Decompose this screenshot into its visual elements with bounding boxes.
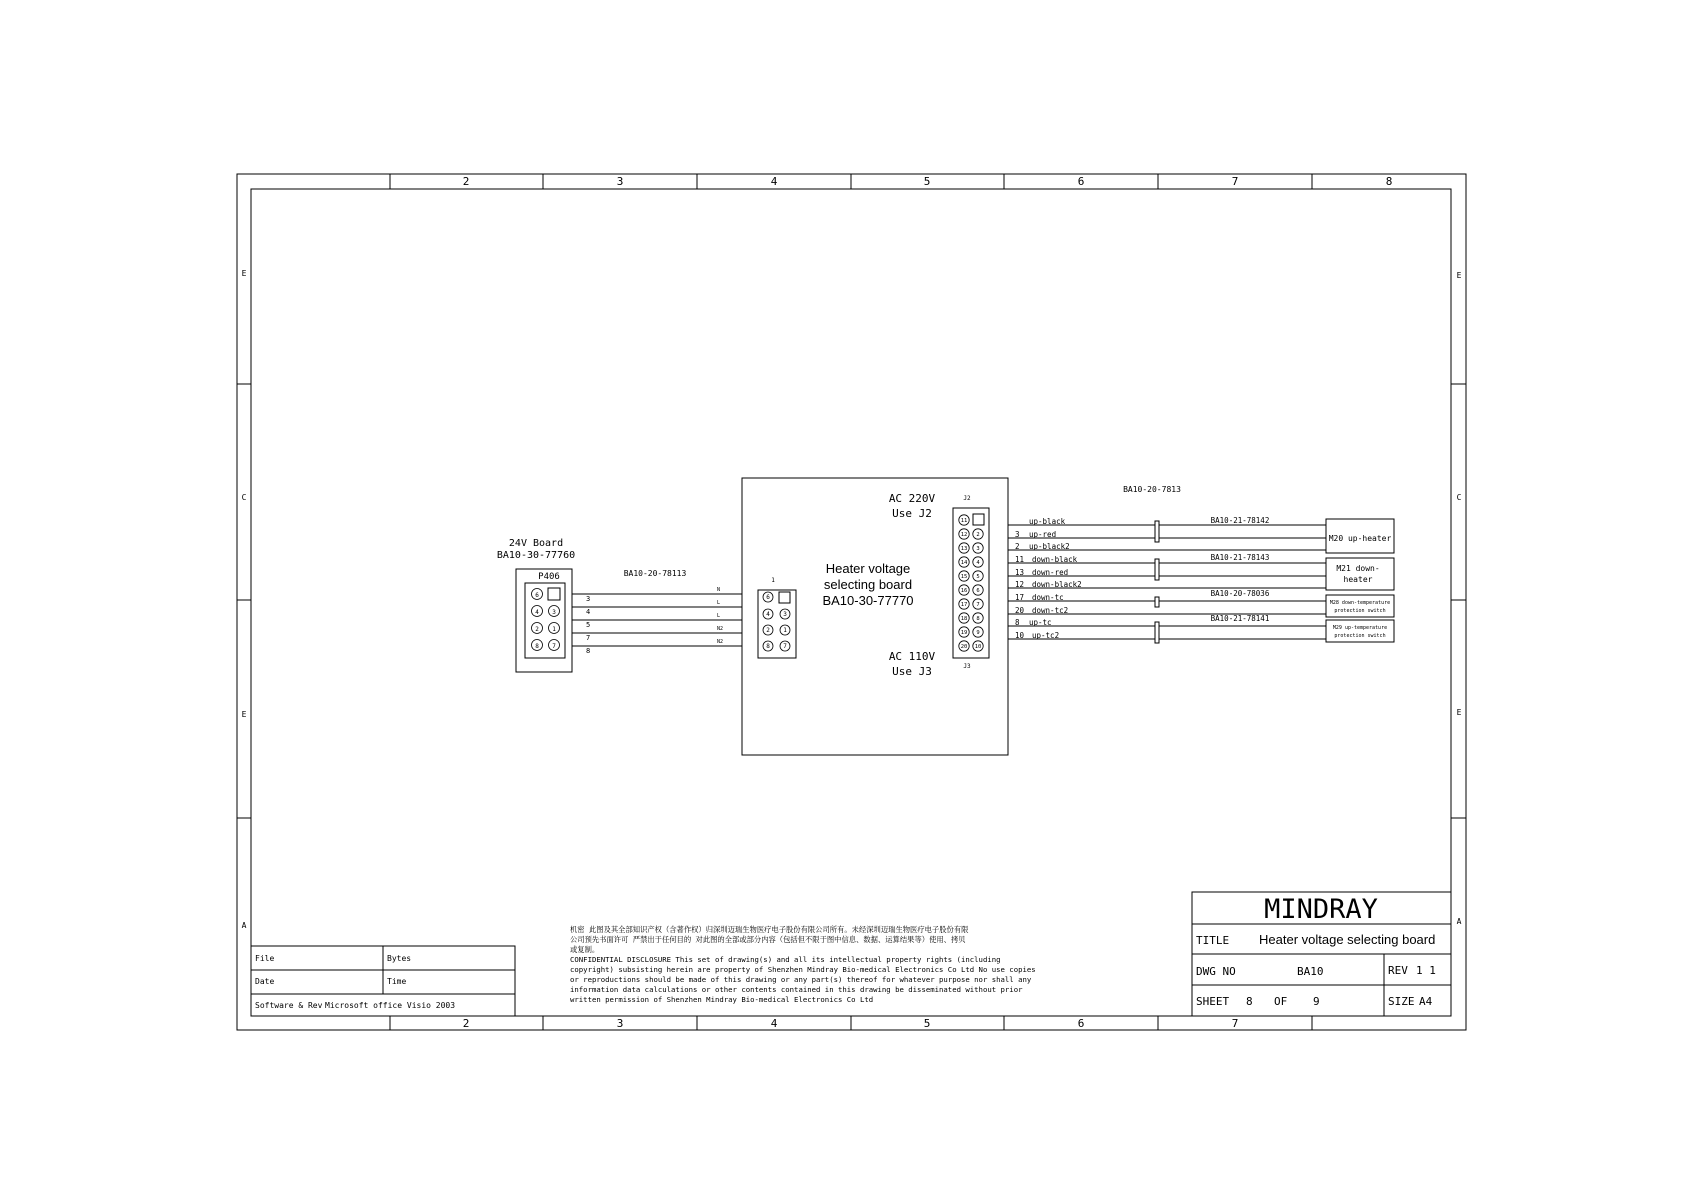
col-label-bottom: 4 [770, 1017, 778, 1030]
wire-number: 4 [586, 608, 591, 616]
ac110-label: AC 110V [888, 650, 936, 663]
size-value: A4 [1419, 995, 1433, 1008]
disclosure-cn-line: 机密 此图及其全部知识产权（含著作权）归深圳迈瑞生物医疗电子股份有限公司所有。未经深圳迈瑞生物医疗电子股份有限 [570, 925, 969, 934]
row-label-left: E [241, 710, 247, 719]
rev-label: REV [1388, 964, 1408, 977]
wire-number: 8 [1015, 618, 1020, 627]
load-cable-label: BA10-21-78141 [1210, 614, 1270, 623]
drawing-title: Heater voltage selecting board [1259, 932, 1436, 947]
col-label-bottom: 2 [462, 1017, 470, 1030]
pin-label: 7 [976, 602, 980, 608]
col-label-top: 3 [616, 175, 624, 188]
left-connector-label: 1 [771, 577, 775, 584]
wire-name: up-tc2 [1032, 631, 1060, 640]
size-label: SIZE [1388, 995, 1415, 1008]
j3-label: J3 [963, 663, 971, 670]
row-label-left: C [241, 493, 247, 502]
pin-1-square [973, 514, 984, 525]
pin-1-square [779, 592, 790, 603]
col-label-top: 8 [1385, 175, 1393, 188]
wire-name: down-tc2 [1032, 606, 1069, 615]
row-label-right: A [1456, 917, 1462, 926]
pin-label: 8 [535, 643, 539, 650]
pin-label: 8 [976, 616, 980, 622]
pin-label: 15 [960, 574, 968, 580]
rev-value: 1 1 [1416, 964, 1436, 977]
wire-number: 13 [1015, 568, 1025, 577]
wire-name: down-black2 [1032, 580, 1082, 589]
row-label-left: E [241, 269, 247, 278]
row-label-right: E [1456, 271, 1462, 280]
load-m29-name-line2: protection switch [1334, 633, 1386, 639]
wire-number: 11 [1015, 555, 1025, 564]
title-block [1192, 892, 1451, 1016]
col-label-top: 7 [1231, 175, 1239, 188]
wire-number: 12 [1015, 580, 1025, 589]
sheet-label: SHEET [1196, 995, 1230, 1008]
load-m28-name-line2: protection switch [1334, 608, 1386, 614]
pin-label: 3 [783, 611, 787, 618]
ac220-label: AC 220V [888, 492, 936, 505]
wire-number: 7 [586, 634, 591, 642]
pin-label: 1 [552, 626, 556, 633]
selector-board [742, 478, 1008, 755]
software-label: Software & Rev [255, 1001, 323, 1010]
output-cable [1008, 485, 1326, 643]
disclosure-en-line: information data calculations or other contents contained in this drawing be disseminated without prior [570, 985, 1023, 994]
company-logo-text: MINDRAY [1264, 894, 1378, 925]
wire-end-label: L [717, 613, 721, 619]
disclosure-en-line: or reproductions should be made of this drawing or any part(s) thereof for whatever purpose nor shall any [570, 975, 1032, 984]
bytes-label: Bytes [387, 954, 412, 963]
pin-label: 14 [960, 560, 968, 566]
cable-out-label: BA10-20-7813 [1123, 485, 1181, 494]
pin-label: 3 [552, 609, 556, 616]
dwg-no-label: DWG NO [1196, 965, 1236, 978]
wire-number: 20 [1015, 606, 1025, 615]
load-m21-name-line2: heater [1343, 575, 1373, 584]
col-label-bottom: 5 [923, 1017, 931, 1030]
of-value: 9 [1313, 995, 1320, 1008]
right-connector [953, 508, 989, 658]
board-24v [497, 538, 575, 672]
load-boxes [1326, 519, 1394, 642]
dwg-no-value: BA10 [1297, 965, 1324, 978]
wire-number: 3 [586, 595, 591, 603]
pin-label: 4 [766, 611, 770, 618]
wire-name: up-black2 [1029, 542, 1070, 551]
col-label-bottom: 3 [616, 1017, 624, 1030]
wire-number: 2 [1015, 542, 1020, 551]
pin-label: 13 [960, 546, 968, 552]
pin-label: 6 [976, 588, 980, 594]
col-label-top: 4 [770, 175, 778, 188]
disclosure-en-line: CONFIDENTIAL DISCLOSURE This set of drawing(s) and all its intellectual property rights (including [570, 955, 1001, 964]
pin-label: 19 [960, 630, 968, 636]
row-label-right: C [1456, 493, 1462, 502]
connector-p406-outer [516, 569, 572, 672]
wire-number: 3 [1015, 530, 1020, 539]
info-block [251, 946, 515, 1016]
file-label: File [255, 954, 275, 963]
disclosure-en-line: written permission of Shenzhen Mindray Bio-medical Electronics Co Ltd [570, 995, 874, 1004]
pin-label: 2 [766, 627, 770, 634]
frame-column-labels [463, 175, 1393, 1030]
pin-label: 16 [960, 588, 968, 594]
input-cable [572, 569, 742, 655]
selector-board-title: selecting board [823, 577, 913, 592]
wire-name: up-black [1029, 517, 1066, 526]
pin-label: 12 [960, 532, 968, 538]
pin-label: 4 [535, 609, 539, 616]
col-label-bottom: 7 [1231, 1017, 1239, 1030]
time-label: Time [387, 977, 407, 986]
pin-label: 8 [766, 643, 770, 650]
load-cable-label: BA10-21-78142 [1210, 516, 1270, 525]
load-m21-name: M21 down- [1336, 564, 1380, 573]
pin-1-square [548, 588, 560, 600]
col-label-top: 5 [923, 175, 931, 188]
ac110-use: Use J3 [892, 665, 932, 678]
title-label: TITLE [1196, 934, 1230, 947]
wire-number: 8 [586, 647, 591, 655]
wire-name: up-tc [1029, 618, 1052, 627]
pin-label: 1 [783, 627, 787, 634]
pin-label: 2 [535, 626, 539, 633]
cable-in-label: BA10-20-78113 [623, 569, 687, 578]
selector-board-partno: BA10-30-77770 [822, 593, 914, 608]
load-cable-label: BA10-21-78143 [1210, 553, 1270, 562]
load-m28-name: M28 down-temperature [1329, 600, 1391, 606]
load-cable-label: BA10-20-78036 [1210, 589, 1270, 598]
pin-label: 11 [960, 518, 968, 524]
selector-board-outline [742, 478, 1008, 755]
pin-label: 18 [960, 616, 968, 622]
wire-number: 5 [586, 621, 591, 629]
wire-end-label: N2 [717, 626, 724, 632]
wire-end-label: N [717, 587, 721, 593]
software-value: Microsoft office Visio 2003 [325, 1001, 456, 1010]
pin-label: 17 [960, 602, 968, 608]
pin-label: 4 [976, 560, 980, 566]
j2-label: J2 [963, 495, 971, 502]
board-24v-partno: BA10-30-77760 [496, 550, 576, 561]
pin-label: 6 [535, 592, 539, 599]
pin-label: 10 [974, 644, 982, 650]
connector-p406-label: P406 [538, 572, 560, 582]
pin-label: 3 [976, 546, 980, 552]
selector-board-title: Heater voltage [825, 561, 911, 576]
col-label-top: 6 [1077, 175, 1085, 188]
pin-label: 5 [976, 574, 980, 580]
date-label: Date [255, 977, 275, 986]
disclosure-cn-line: 公司预先书面许可 严禁出于任何目的 对此图的全部或部分内容（包括但不限于图中信息、数据、运算结果等）使用、拷贝 [570, 935, 966, 944]
col-label-bottom: 6 [1077, 1017, 1085, 1030]
row-label-left: A [241, 921, 247, 930]
wire-name: down-black [1032, 555, 1078, 564]
pin-label: 20 [960, 644, 968, 650]
pin-label: 6 [766, 594, 770, 601]
pin-label: 9 [976, 630, 980, 636]
load-m29-name: M29 up-temperature [1332, 625, 1388, 631]
ac220-use: Use J2 [892, 507, 932, 520]
sheet-value: 8 [1246, 995, 1253, 1008]
of-label: OF [1274, 995, 1288, 1008]
pin-label: 2 [976, 532, 980, 538]
pin-label: 7 [552, 643, 556, 650]
row-label-right: E [1456, 708, 1462, 717]
load-m21-box [1326, 558, 1394, 590]
col-label-top: 2 [462, 175, 470, 188]
confidential-disclosure [570, 925, 1036, 1004]
disclosure-en-line: copyright) subsisting herein are property of Shenzhen Mindray Bio-medical Electronics Co Ltd No use copies [570, 965, 1036, 974]
wire-end-label: N2 [717, 639, 724, 645]
disclosure-cn-line: 或复制。 [570, 945, 600, 954]
load-m20-name: M20 up-heater [1328, 534, 1392, 543]
wire-name: down-red [1032, 568, 1069, 577]
pin-label: 7 [783, 643, 787, 650]
wire-end-label: L [717, 600, 721, 606]
board-24v-title: 24V Board [508, 538, 564, 549]
wire-number: 17 [1015, 593, 1025, 602]
wire-name: down-tc [1032, 593, 1064, 602]
wire-name: up-red [1029, 530, 1057, 539]
wire-number: 10 [1015, 631, 1025, 640]
